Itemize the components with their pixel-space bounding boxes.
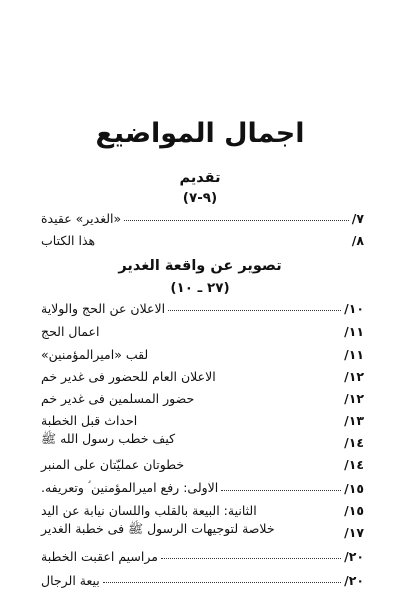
dot-leader	[161, 557, 341, 559]
dot-leader	[151, 355, 341, 357]
entry-label: بيعة الرجال	[41, 573, 100, 588]
toc-entry[interactable]	[38, 544, 364, 564]
entry-label: خلاصة لتوجيهات الرسول ﷺ فى خطبة الغدير	[41, 521, 275, 536]
toc-entry[interactable]	[38, 342, 364, 362]
entry-label: اعمال الحج	[41, 324, 100, 339]
dot-leader	[98, 241, 349, 243]
toc-entry[interactable]	[38, 498, 364, 518]
entry-label: الاولى: رفع اميرالمؤمنين ؑ وتعريفه.	[41, 480, 219, 495]
dot-leader	[260, 511, 341, 513]
entry-label: احداث قبل الخطبة	[41, 413, 138, 428]
dot-leader	[103, 581, 341, 583]
page-number: ١٥/	[344, 503, 364, 518]
toc-entry[interactable]	[38, 568, 364, 588]
entry-label: هذا الكتاب	[41, 233, 96, 248]
toc-entry[interactable]	[38, 386, 364, 406]
toc-entry[interactable]	[38, 319, 364, 339]
dot-leader	[219, 377, 341, 379]
page-number: ١٤/	[344, 457, 364, 472]
page-number: ١١/	[344, 324, 364, 339]
toc-entry[interactable]	[38, 206, 364, 226]
dot-leader	[178, 443, 341, 445]
page-number: ٧/	[351, 211, 364, 226]
entry-label: الاعلان عن الحج والولاية	[41, 301, 166, 316]
section-range: (٩-٧)	[182, 190, 218, 206]
dot-leader	[140, 421, 341, 423]
page-number: ١٣/	[344, 413, 364, 428]
page-number: ١٠/	[344, 301, 364, 316]
entry-label: كيف خطب رسول الله ﷺ	[41, 431, 176, 446]
dot-leader	[278, 533, 342, 535]
page-number: ١٧/	[344, 525, 364, 540]
toc-entry[interactable]	[38, 296, 364, 316]
dot-leader	[221, 489, 341, 491]
toc-entry[interactable]	[38, 228, 364, 248]
entry-label: لقب «اميرالمؤمنين»	[41, 347, 149, 362]
toc-entry[interactable]	[38, 408, 364, 428]
page-number: ١٢/	[344, 369, 364, 384]
page-number: ١٥/	[344, 481, 364, 496]
page-number: ١٤/	[344, 435, 364, 450]
page-number: ٨/	[351, 233, 364, 248]
page-number: ١٢/	[344, 391, 364, 406]
dot-leader	[124, 219, 349, 221]
entry-label: «الغدير» عقيدة	[41, 211, 122, 226]
section-title: تقديم	[179, 170, 221, 186]
dot-leader	[187, 465, 341, 467]
toc-entry[interactable]	[38, 452, 364, 472]
toc-entry[interactable]	[38, 476, 364, 496]
section-range: (٢٧ ـ ١٠)	[170, 280, 230, 296]
section-title: تصوير عن واقعة الغدير	[118, 258, 282, 274]
entry-label: خطوتان عمليّتان على المنبر	[41, 457, 185, 472]
entry-label: الاعلان العام للحضور فى غدير خم	[41, 369, 216, 384]
page-number: ٢٠/	[344, 549, 364, 564]
page-number: ١١/	[344, 347, 364, 362]
entry-label: حضور المسلمين فى غدير خم	[41, 391, 195, 406]
page-title: اجمال المواضيع	[95, 118, 305, 149]
toc-entry[interactable]	[38, 364, 364, 384]
entry-label: الثانية: البيعة بالقلب واللسان نيابة عن اليد	[41, 503, 257, 518]
toc-entry[interactable]	[38, 520, 364, 540]
entry-label: مراسيم اعقبت الخطبة	[41, 549, 158, 564]
page-number: ٢٠/	[344, 573, 364, 588]
dot-leader	[168, 309, 341, 311]
dot-leader	[197, 399, 341, 401]
dot-leader	[102, 332, 341, 334]
toc-entry[interactable]	[38, 430, 364, 450]
